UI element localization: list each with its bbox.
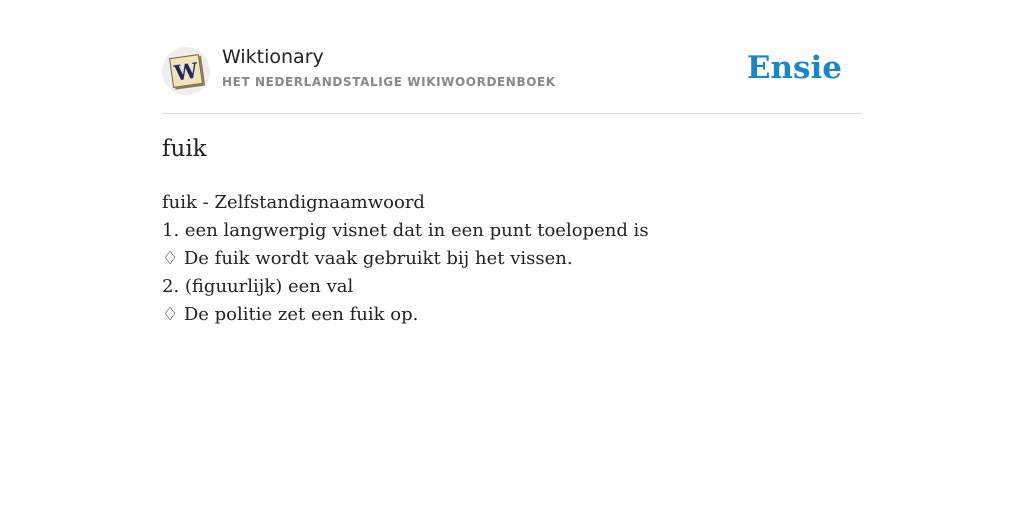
site-subtitle: HET NEDERLANDSTALIGE WIKIWOORDENBOEK bbox=[222, 75, 556, 89]
word-type-line: fuik - Zelfstandignaamwoord bbox=[162, 192, 425, 213]
site-header bbox=[162, 44, 862, 114]
definition-2: 2. (figuurlijk) een val bbox=[162, 276, 354, 297]
logo-letter: W bbox=[172, 56, 200, 86]
entry-title: fuik bbox=[162, 136, 207, 162]
site-title[interactable]: Wiktionary bbox=[222, 46, 324, 68]
example-1: ♢ De fuik wordt vaak gebruikt bij het vissen. bbox=[162, 248, 573, 269]
definition-1: 1. een langwerpig visnet dat in een punt toelopend is bbox=[162, 220, 649, 241]
definition-list bbox=[162, 189, 649, 329]
logo-tile bbox=[169, 54, 203, 88]
wiktionary-logo-icon[interactable] bbox=[162, 47, 210, 95]
example-2: ♢ De politie zet een fuik op. bbox=[162, 304, 419, 325]
ensie-brand-link[interactable]: Ensie bbox=[746, 50, 842, 86]
